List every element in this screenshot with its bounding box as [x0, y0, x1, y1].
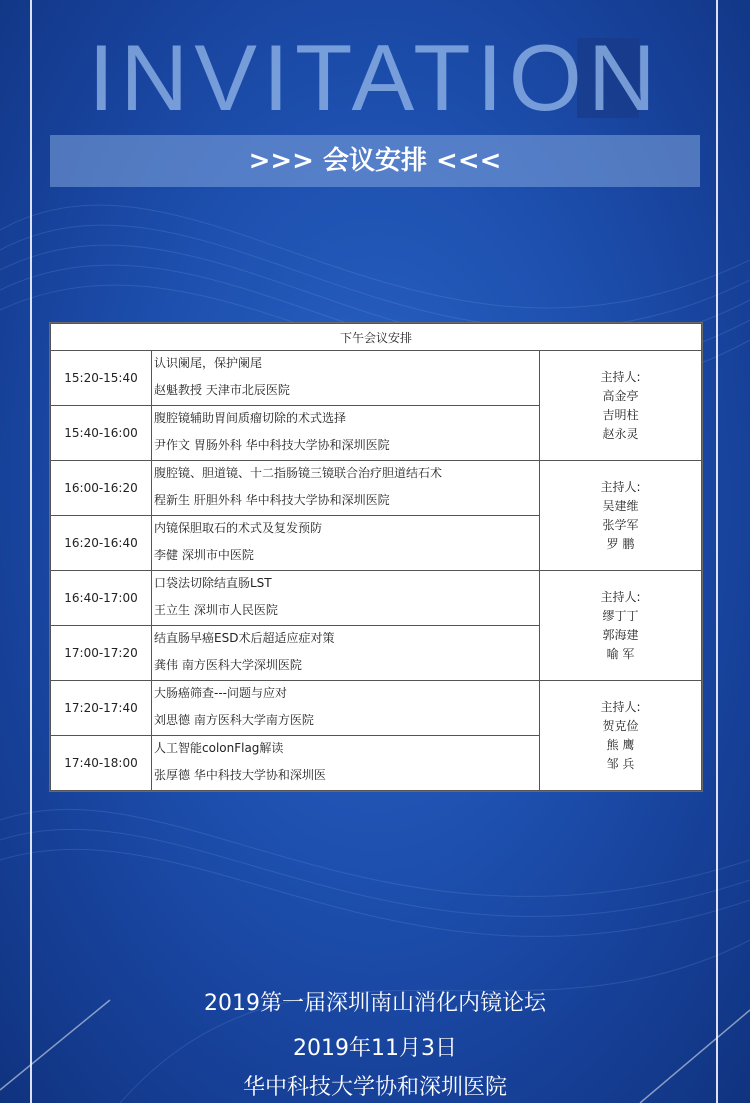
- footer-venue: 华中科技大学协和深圳医院: [242, 1075, 507, 1100]
- session-cell: [152, 461, 540, 516]
- host-name: 熊 鹰: [606, 737, 635, 752]
- host-name: 缪丁丁: [602, 608, 639, 623]
- host-name: 赵永灵: [602, 426, 639, 441]
- session-speaker: 李健 深圳市中医院: [154, 548, 254, 562]
- session-speaker: 王立生 深圳市人民医院: [154, 603, 278, 617]
- schedule-table: [49, 322, 703, 792]
- agenda-banner-text: >>> 会议安排 <<<: [248, 146, 502, 176]
- host-label: 主持人:: [600, 699, 641, 714]
- session-topic: 内镜保胆取石的术式及复发预防: [154, 521, 323, 535]
- session-cell: [152, 626, 540, 681]
- host-name: 贺克俭: [602, 718, 639, 733]
- invitation-title: INVITATION: [88, 25, 662, 130]
- host-name: 邹 兵: [606, 756, 635, 771]
- host-cell: [539, 461, 701, 571]
- session-time: 16:00-16:20: [51, 461, 152, 516]
- host-label: 主持人:: [600, 369, 641, 384]
- host-cell: [539, 351, 701, 461]
- session-topic: 口袋法切除结直肠LST: [154, 576, 272, 590]
- session-speaker: 龚伟 南方医科大学深圳医院: [154, 658, 302, 672]
- session-time: 16:20-16:40: [51, 516, 152, 571]
- session-speaker: 程新生 肝胆外科 华中科技大学协和深圳医院: [154, 493, 390, 507]
- host-label: 主持人:: [600, 479, 641, 494]
- session-time: 17:00-17:20: [51, 626, 152, 681]
- host-name: 罗 鹏: [606, 536, 635, 551]
- footer-event-name: 2019第一届深圳南山消化内镜论坛: [204, 991, 546, 1016]
- frame-line-right: [716, 0, 718, 1103]
- session-topic: 腹腔镜、胆道镜、十二指肠镜三镜联合治疗胆道结石术: [154, 466, 443, 480]
- host-name: 张学军: [602, 517, 639, 532]
- table-row: [51, 461, 702, 516]
- session-speaker: 张厚德 华中科技大学协和深圳医: [154, 768, 326, 782]
- session-topic: 人工智能colonFlag解读: [154, 741, 284, 755]
- session-time: 16:40-17:00: [51, 571, 152, 626]
- host-name: 吉明柱: [602, 407, 639, 422]
- table-row: [51, 351, 702, 406]
- session-time: 17:20-17:40: [51, 681, 152, 736]
- session-cell: [152, 736, 540, 791]
- host-label: 主持人:: [600, 589, 641, 604]
- session-time: 15:20-15:40: [51, 351, 152, 406]
- session-topic: 腹腔镜辅助胃间质瘤切除的术式选择: [154, 411, 347, 425]
- session-cell: [152, 681, 540, 736]
- frame-line-left: [30, 0, 32, 1103]
- host-name: 高金亭: [602, 388, 639, 403]
- session-topic: 大肠癌筛查---问题与应对: [154, 686, 287, 700]
- session-topic: 结直肠早癌ESD术后超适应症对策: [154, 631, 335, 645]
- session-speaker: 刘思德 南方医科大学南方医院: [154, 713, 314, 727]
- session-time: 15:40-16:00: [51, 406, 152, 461]
- session-cell: [152, 571, 540, 626]
- table-row: [51, 681, 702, 736]
- host-name: 吴建维: [602, 498, 639, 513]
- schedule-title: 下午会议安排: [51, 324, 702, 351]
- footer-date: 2019年11月3日: [293, 1036, 457, 1061]
- table-row: [51, 571, 702, 626]
- session-cell: [152, 351, 540, 406]
- host-cell: [539, 681, 701, 791]
- host-name: 郭海建: [602, 627, 639, 642]
- agenda-banner: [50, 135, 700, 187]
- session-topic: 认识阑尾，保护阑尾: [154, 356, 263, 370]
- session-speaker: 尹作文 胃肠外科 华中科技大学协和深圳医院: [154, 438, 390, 452]
- host-cell: [539, 571, 701, 681]
- session-speaker: 赵魁教授 天津市北辰医院: [154, 383, 290, 397]
- session-cell: [152, 516, 540, 571]
- host-name: 喻 军: [606, 646, 635, 661]
- session-time: 17:40-18:00: [51, 736, 152, 791]
- session-cell: [152, 406, 540, 461]
